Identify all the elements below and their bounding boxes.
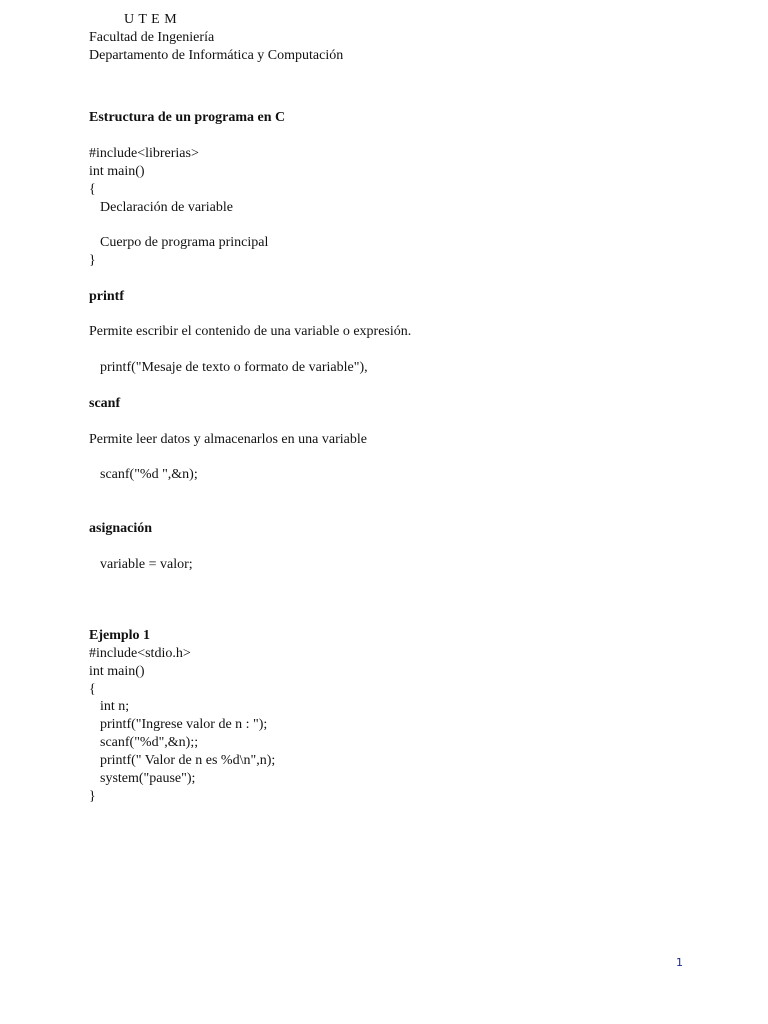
institution-name: U T E M xyxy=(124,12,178,27)
example1-code-line: system("pause"); xyxy=(100,771,196,786)
example1-code-line: printf(" Valor de n es %d\n",n); xyxy=(100,753,276,768)
structure-code-line: #include<librerias> xyxy=(89,146,199,161)
printf-description: Permite escribir el contenido de una variable o expresión. xyxy=(89,324,412,339)
scanf-description: Permite leer datos y almacenarlos en una variable xyxy=(89,432,367,447)
structure-code-line: Declaración de variable xyxy=(100,200,233,215)
assignment-heading: asignación xyxy=(89,521,153,536)
example1-code-line: int n; xyxy=(100,699,130,714)
structure-code-line: Cuerpo de programa principal xyxy=(100,235,269,250)
example1-heading: Ejemplo 1 xyxy=(89,628,151,643)
example1-code-line: { xyxy=(89,682,96,697)
example1-code-line: #include<stdio.h> xyxy=(89,646,191,661)
scanf-heading: scanf xyxy=(89,396,121,411)
faculty-name: Facultad de Ingeniería xyxy=(89,30,215,45)
page-number: 1 xyxy=(676,956,683,969)
printf-example: printf("Mesaje de texto o formato de variable"), xyxy=(100,360,368,375)
structure-code-line: int main() xyxy=(89,164,145,179)
example1-code-line: int main() xyxy=(89,664,145,679)
example1-code-line: printf("Ingrese valor de n : "); xyxy=(100,717,268,732)
example1-code-line: scanf("%d",&n);; xyxy=(100,735,199,750)
structure-code-line: { xyxy=(89,182,96,197)
structure-heading: Estructura de un programa en C xyxy=(89,110,286,125)
printf-heading: printf xyxy=(89,289,124,304)
department-name: Departamento de Informática y Computación xyxy=(89,48,344,63)
structure-code-line: } xyxy=(89,253,96,268)
assignment-example: variable = valor; xyxy=(100,557,193,572)
scanf-example: scanf("%d ",&n); xyxy=(100,467,198,482)
example1-code-line: } xyxy=(89,789,96,804)
